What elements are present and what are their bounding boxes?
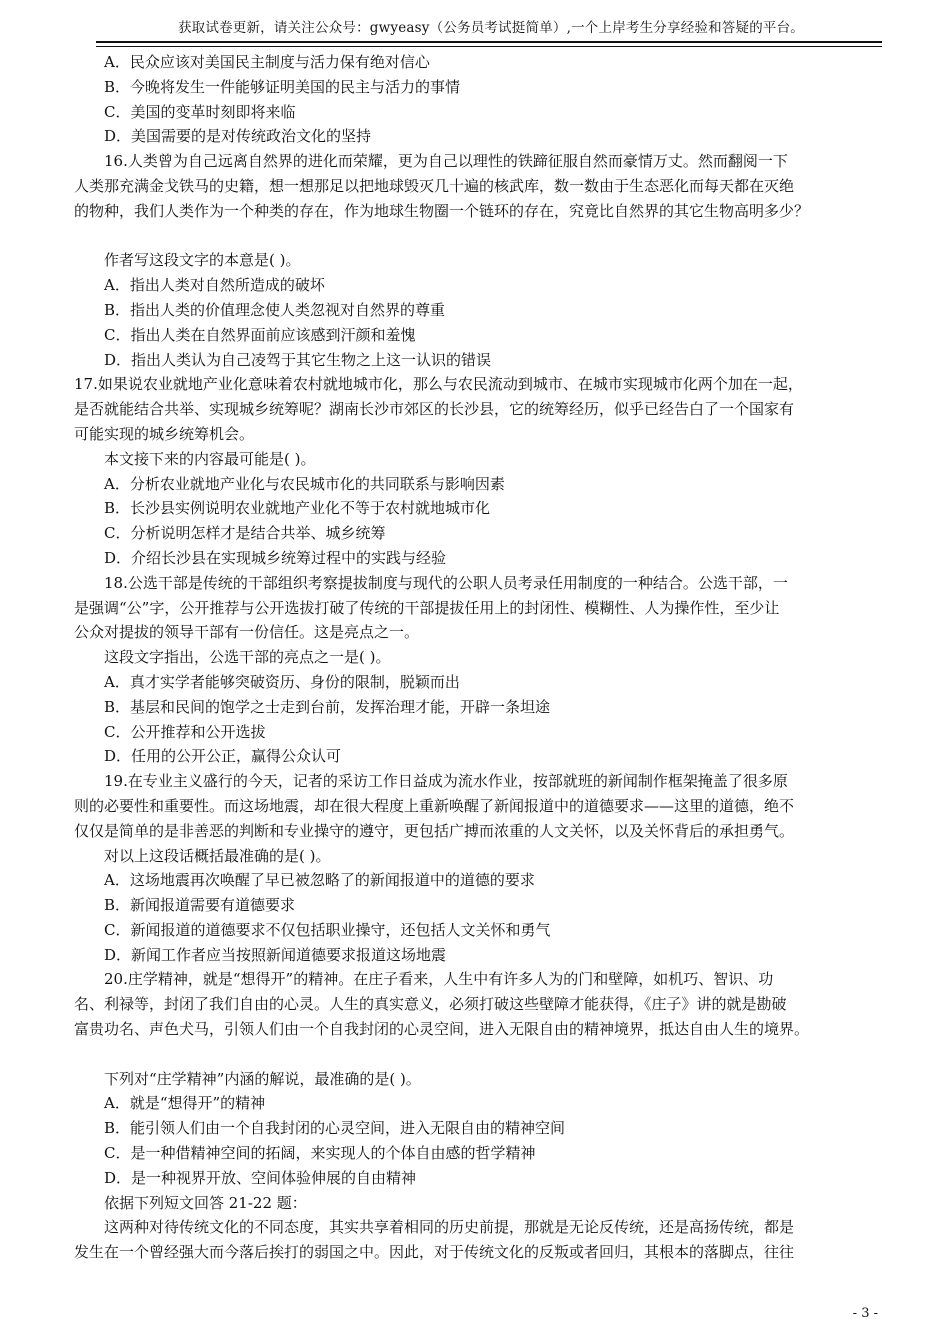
option-line: A．就是“想得开”的精神 [104,1094,266,1113]
option-line: B．长沙县实例说明农业就地产业化不等于农村就地城市化 [104,499,491,518]
blank-line [74,224,886,249]
header-rule-thick [96,41,882,43]
document-body [74,50,886,1265]
question-19-prompt: 对以上这段话概括最准确的是( )。 [104,846,331,865]
option-line: B．基层和民间的饱学之士走到台前，发挥治理才能，开辟一条坦途 [104,697,551,716]
option-line: C．美国的变革时刻即将来临 [104,102,296,121]
question-19-text: 则的必要性和重要性。而这场地震，却在很大程度上重新唤醒了新闻报道中的道德要求——这里的道德，绝不 [74,796,795,815]
passage-text: 发生在一个曾经强大而今落后挨打的弱国之中。因此，对于传统文化的反叛或者回归，其根本的落脚点，往往 [74,1243,795,1262]
question-18-text: 18.公选干部是传统的干部组织考察提拔制度与现代的公职人员考录任用制度的一种结合。公选干部，一 [104,573,788,592]
question-17-text: 是否就能结合共举、实现城乡统筹呢？湖南长沙市郊区的长沙县，它的统筹经历，似乎已经告白了一个国家有 [74,400,795,419]
option-line: A．这场地震再次唤醒了早已被忽略了的新闻报道中的道德的要求 [104,871,535,890]
option-line: A．分析农业就地产业化与农民城市化的共同联系与影响因素 [104,474,505,493]
option-line: D．介绍长沙县在实现城乡统筹过程中的实践与经验 [104,548,447,567]
question-20-prompt: 下列对“庄学精神”内涵的解说，最准确的是( )。 [104,1069,421,1088]
option-line: C．公开推荐和公开选拔 [104,722,266,741]
option-line: B．今晚将发生一件能够证明美国的民主与活力的事情 [104,77,461,96]
option-line: D．美国需要的是对传统政治文化的坚持 [104,127,372,146]
header-rule-thin [96,46,882,47]
question-18-text: 公众对提拔的领导干部有一份信任。这是亮点之一。 [74,623,420,642]
question-17-text: 可能实现的城乡统筹机会。 [74,424,255,443]
question-16-text: 人类那充满金戈铁马的史籍，想一想那足以把地球毁灭几十遍的核武库，数一数由于生态恶化而每天都在灭绝 [74,176,795,195]
passage-text: 这两种对待传统文化的不同态度，其实共享着相同的历史前提，那就是无论反传统，还是高扬传统，都是 [104,1218,795,1237]
option-line: C．新闻报道的道德要求不仅包括职业操守，还包括人文关怀和勇气 [104,920,551,939]
option-line: D．是一种视界开放、空间体验伸展的自由精神 [104,1168,417,1187]
option-line: C．指出人类在自然界面前应该感到汗颜和羞愧 [104,325,416,344]
question-16-text: 16.人类曾为自己远离自然界的进化而荣耀，更为自己以理性的铁蹄征服自然而豪情万丈。然而翻阅一下 [104,152,788,171]
blank-line [74,1042,886,1067]
question-20-text: 20.庄学精神，就是“想得开”的精神。在庄子看来，人生中有许多人为的门和壁障，如机巧、智识、功 [104,970,774,989]
question-18-text: 是强调“公”字，公开推荐与公开选拔打破了传统的干部提拔任用上的封闭性、模糊性、人为操作性，至少让 [74,598,780,617]
section-instruction: 依据下列短文回答 21-22 题： [104,1193,307,1212]
option-line: B．指出人类的价值理念使人类忽视对自然界的尊重 [104,300,446,319]
option-line: C．分析说明怎样才是结合共举、城乡统筹 [104,524,386,543]
question-17-text: 17.如果说农业就地产业化意味着农村就地城市化，那么与农民流动到城市、在城市实现城市化两个加在一起， [74,375,803,394]
option-line: D．指出人类认为自己凌驾于其它生物之上这一认识的错误 [104,350,492,369]
question-18-prompt: 这段文字指出，公选干部的亮点之一是( )。 [104,648,391,667]
question-20-text: 名、利禄等，封闭了我们自由的心灵。人生的真实意义，必须打破这些壁障才能获得，《庄子》讲的就是勘破 [74,995,787,1014]
question-19-text: 仅仅是简单的是非善恶的判断和专业操守的遵守，更包括广搏而浓重的人文关怀，以及关怀背后的承担勇气。 [74,821,795,840]
question-20-text: 富贵功名、声色犬马，引领人们由一个自我封闭的心灵空间，进入无限自由的精神境界，抵达自由人生的境界。 [74,1020,810,1039]
option-line: C．是一种借精神空间的拓阔，来实现人的个体自由感的哲学精神 [104,1144,536,1163]
question-16-text: 的物种，我们人类作为一个种类的存在，作为地球生物圈一个链环的存在，究竟比自然界的其它生物高明多少？ [74,201,810,220]
option-line: A．真才实学者能够突破资历、身份的限制，脱颖而出 [104,672,460,691]
page-number: - 3 - [852,1306,878,1321]
option-line: D．任用的公开公正，赢得公众认可 [104,747,342,766]
option-line: B．新闻报道需要有道德要求 [104,896,296,915]
option-line: B．能引领人们由一个自我封闭的心灵空间，进入无限自由的精神空间 [104,1119,566,1138]
page-header: 获取试卷更新，请关注公众号：gwyeasy（公务员考试挺简单）,一个上岸考生分享经验和答疑的平台。 [177,20,804,36]
option-line: D．新闻工作者应当按照新闻道德要求报道这场地震 [104,945,447,964]
option-line: A．民众应该对美国民主制度与活力保有绝对信心 [104,53,430,71]
question-16-prompt: 作者写这段文字的本意是( )。 [104,251,301,270]
option-line: A．指出人类对自然所造成的破坏 [104,276,325,295]
question-17-prompt: 本文接下来的内容最可能是( )。 [104,449,316,468]
question-19-text: 19.在专业主义盛行的今天，记者的采访工作日益成为流水作业，按部就班的新闻制作框架掩盖了很多原 [104,772,788,791]
